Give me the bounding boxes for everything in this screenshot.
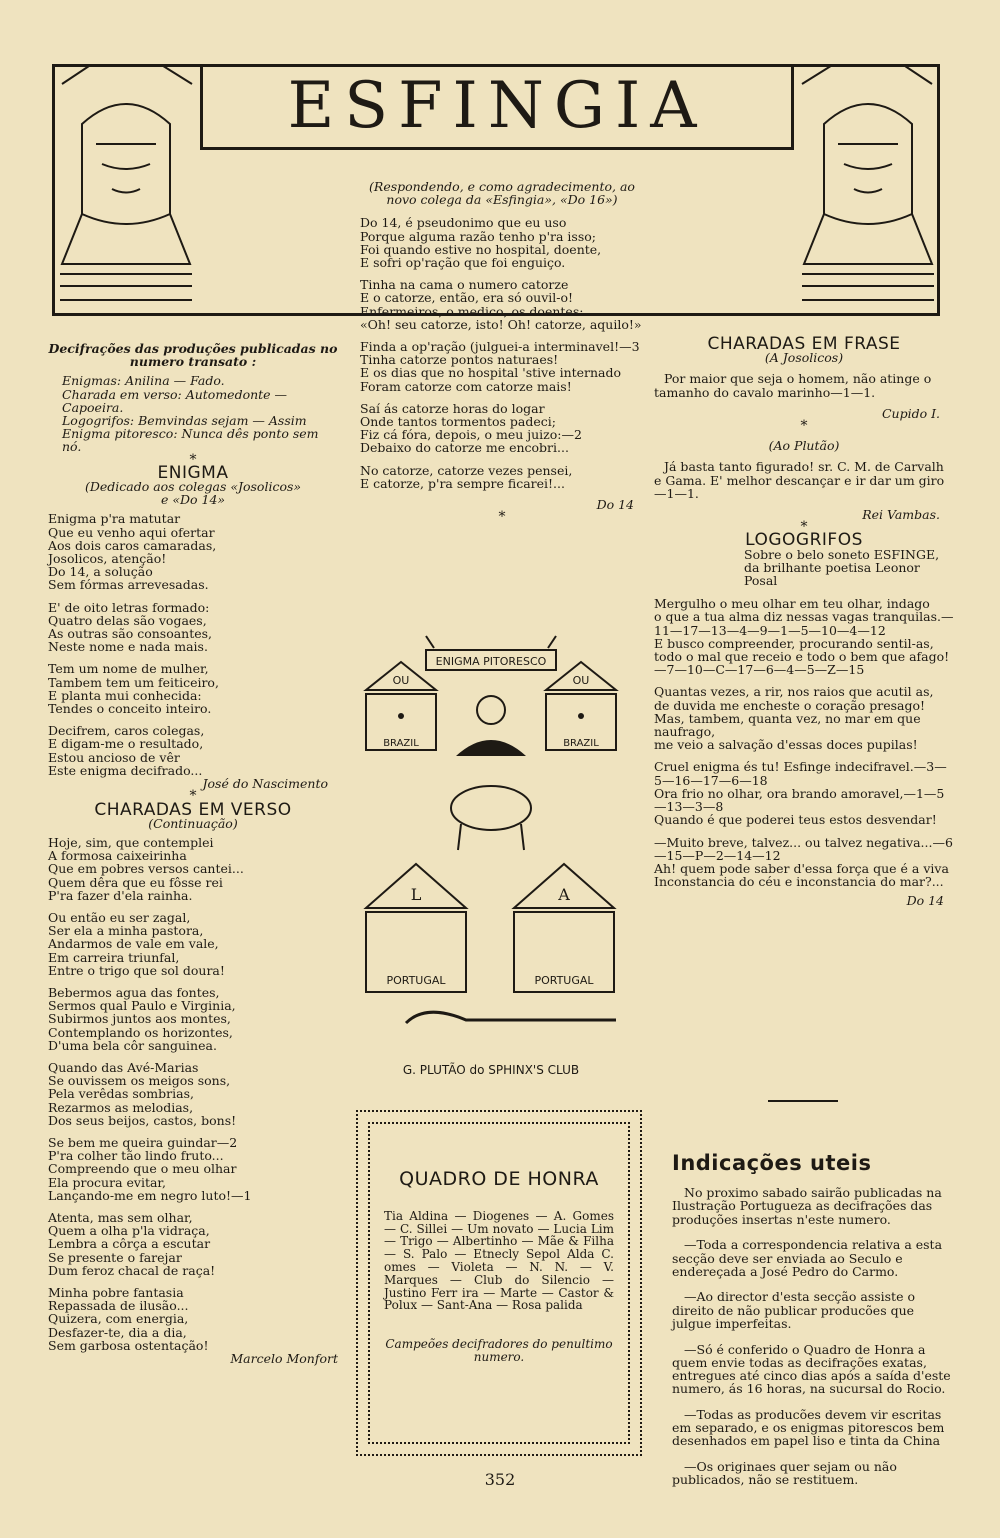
section-divider	[768, 1100, 838, 1102]
enigma-stanza: Decifrem, caros colegas, E digam-me o resultado, Estou ancioso de vêr Este enigma decifrado...	[48, 723, 205, 778]
enigma-banner: ENIGMA PITORESCO	[435, 655, 547, 668]
charadas-verso-heading: CHARADAS EM VERSO	[94, 799, 292, 820]
logogrifos-author: Do 14	[906, 893, 944, 909]
charadas-frase-author: Cupido I.	[881, 405, 940, 421]
star-separator: *	[800, 519, 808, 536]
plutao-author: Rei Vambas.	[862, 507, 940, 523]
quadro-names: Tia Aldina — Diogenes — A. Gomes — C. Sillei — Um novato — Lucia Lim — Trigo — Albertinho — Mãe & Filha — S. Palo — Etnecly Sepol Alda C. omes — Violeta — N. N. — V. Marques — Club do Silencio — Justino Ferr ira — Marte — Castor & Polux — Sant-Ana — Rosa palida	[384, 1208, 614, 1313]
enigma-dedication: (Dedicado aos colegas «Josolicos»	[84, 479, 302, 495]
enigma-author: José do Nascimento	[202, 776, 328, 792]
page-title: ESFINGIA	[287, 68, 707, 143]
logogrifos-heading: LOGOGRIFOS	[745, 530, 863, 551]
star-separator: *	[800, 418, 808, 435]
pitoresco-signature: G. PLUTÃO do SPHINX'S CLUB	[402, 1063, 580, 1077]
star-separator: *	[189, 788, 197, 805]
indicacoes-paragraph: —Só é conferido o Quadro de Honra a quem envie todas as decifrações exatas, entregues até cinco dias após a saída d'este numero, ás 16 horas, na sucursal do Rocio.	[672, 1341, 951, 1397]
charadas-frase-subtitle: (A Josolicos)	[764, 350, 844, 366]
indicacoes-title: Indicações uteis	[672, 1151, 872, 1175]
left-column	[48, 342, 338, 1365]
logogrifo-stanza: Quantas vezes, a rir, nos raios que acutil as, de duvida me encheste o coração presago! Mas, tambem, quanta vez, no mar em que naufrago, me veio a salvação d'essas doces pupilas!	[654, 684, 934, 753]
decifracao-item: Enigmas: Anilina — Fado.	[62, 373, 225, 389]
indicacoes-paragraph: —Os originaes quer sejam ou não publicados, não se restituem.	[672, 1458, 897, 1488]
page-number: 352	[484, 1470, 516, 1489]
enigma-stanza: E' de oito letras formado: Quatro delas são vogaes, As outras são consoantes, Neste nome e nada mais.	[48, 599, 213, 655]
charada-stanza: Bebermos agua das fontes, Sermos qual Paulo e Virginia, Subirmos juntos aos montes, Contemplando os horizontes, D'uma bela côr sanguinea.	[48, 984, 236, 1053]
enigma-pitoresco-illustration	[356, 628, 626, 1088]
charadas-frase-text: Por maior que seja o homem, não atinge o tamanho do cavalo marinho—1—1.	[654, 371, 932, 400]
decifracoes-title: Decifrações das produções publicadas no numero transato :	[48, 341, 338, 370]
roof-right-text: OU	[572, 674, 590, 687]
enigma-heading: ENIGMA	[157, 462, 229, 483]
indicacoes-paragraph: No proximo sabado sairão publicadas na Ilustração Portugueza as decifrações das produções insertas n'este numero.	[672, 1185, 942, 1227]
poem-stanza: Do 14, é pseudonimo que eu uso Porque alguma razão tenho p'ra isso; Foi quando estive no hospital, doente, E sofri op'ração que foi enguiço.	[360, 215, 602, 271]
plutao-text: Já basta tanto figurado! sr. C. M. de Carvalh e Gama. E' melhor descançar e ir dar um giro—1—1.	[654, 459, 945, 501]
sign-right-text: BRAZIL	[563, 738, 599, 749]
plutao-subtitle: (Ao Plutão)	[768, 438, 840, 454]
poem-stanza: Tinha na cama o numero catorze E o catorze, então, era só ouvil-o! Enfermeiros, o medico, os doentes: «Oh! seu catorze, isto! Oh! catorze, aquilo!»	[360, 277, 642, 332]
quadro-de-honra-box	[356, 1110, 642, 1456]
sign-left-text: BRAZIL	[383, 738, 419, 749]
quadro-title: QUADRO DE HONRA	[399, 1168, 599, 1190]
poem-stanza: Finda a op'ração (julguei-a interminavel!—3 Tinha catorze pontos naturaes! E os dias que no hospital 'stive internado Foram catorze com catorze mais!	[360, 339, 640, 394]
charada-stanza: Hoje, sim, que contemplei A formosa caixeirinha Que em pobres versos cantei... Quem dêra que eu fôsse rei P'ra fazer d'ela rainha.	[48, 834, 244, 903]
logogrifo-stanza: Mergulho o meu olhar em teu olhar, indago o que a tua alma diz nessas vagas tranquilas.—11—17—13—4—9—1—5—10—4—12 E busco compreender, procurando sentil-as, todo o mal que receio e todo o bem que afago!—7—10—C—17—6—4—5—Z—15	[654, 596, 954, 678]
poem-stanza: Saí ás catorze horas do logar Onde tantos tormentos padeci; Fiz cá fóra, depois, o meu juizo:—2 Debaixo do catorze me encobri...	[360, 400, 582, 456]
indicacoes-paragraph: —Toda a correspondencia relativa a esta secção deve ser enviada ao Seculo e endereçada a José Pedro do Carmo.	[672, 1237, 943, 1279]
enigma-stanza: Enigma p'ra matutar Que eu venho aqui ofertar Aos dois caros camaradas, Josolicos, atenção! Do 14, a solução Sem fórmas arrevesadas.	[48, 511, 217, 593]
charada-stanza: Se bem me queira guindar—2 P'ra colher tão lindo fruto... Compreendo que o meu olhar Ela procura evitar, Lançando-me em negro luto!—1	[48, 1134, 252, 1203]
roof-right2-text: A	[558, 885, 570, 904]
sphinx-left-illustration	[52, 64, 200, 316]
logogrifos-intro: Sobre o belo soneto ESFINGE, da brilhante poetisa Leonor Posal	[744, 546, 940, 589]
enigma-dedication-2: e «Do 14»	[160, 492, 226, 508]
decifracao-item: Logogrifos: Bemvindas sejam — Assim	[62, 413, 307, 429]
sign-left2-text: PORTUGAL	[386, 974, 446, 987]
decifracao-item: Enigma pitoresco: Nunca dês ponto sem nó.	[62, 426, 319, 455]
title-box	[200, 64, 794, 150]
charada-stanza: Ou então eu ser zagal, Ser ela a minha pastora, Andarmos de vale em vale, Em carreira triunfal, Entre o trigo que sol doura!	[48, 909, 225, 978]
charada-stanza: Minha pobre fantasia Repassada de ilusão... Quizera, com energia, Desfazer-te, dia a dia, Sem garbosa ostentação!	[48, 1285, 209, 1353]
right-column	[654, 334, 954, 909]
indicacoes-paragraph: —Ao director d'esta secção assiste o direito de não publicar producões que julgue imperfeitas.	[672, 1289, 915, 1331]
charada-stanza: Quando das Avé-Marias Se ouvissem os meigos sons, Pela verêdas sombrias, Rezarmos as melodias, Dos seus beijos, castos, bons!	[48, 1059, 237, 1128]
middle-column	[360, 180, 644, 524]
poem-intro: (Respondendo, e como agradecimento, ao novo colega da «Esfingia», «Do 16»)	[369, 179, 635, 208]
charada-stanza: Atenta, mas sem olhar, Quem a olha p'la vidraça, Lembra a côrça a escutar Se presente o farejar Dum feroz chacal de raça!	[48, 1209, 216, 1278]
indicacoes-paragraph: —Todas as producões devem vir escritas em separado, e os enigmas pitorescos bem desenhados em papel liso e tinta da China	[672, 1406, 945, 1449]
indicacoes-section	[672, 1136, 956, 1499]
charadas-author: Marcelo Monfort	[230, 1351, 338, 1367]
sphinx-right-illustration	[794, 64, 942, 316]
logogrifo-stanza: Cruel enigma és tu! Esfinge indecifravel.—3—5—16—17—6—18 Ora frio no olhar, ora brando amoravel,—1—5—13—3—8 Quando é que poderei teus estos desvendar!	[654, 759, 947, 828]
enigma-stanza: Tem um nome de mulher, Tambem tem um feiticeiro, E planta mui conhecida: Tendes o conceito inteiro.	[48, 661, 219, 717]
roof-left-text: OU	[392, 674, 410, 687]
star-separator: *	[189, 451, 197, 468]
poem-author: Do 14	[596, 497, 634, 513]
roof-left2-text: L	[410, 885, 422, 904]
poem-stanza: No catorze, catorze vezes pensei, E catorze, p'ra sempre ficarei!...	[360, 462, 573, 491]
sign-right2-text: PORTUGAL	[534, 974, 594, 987]
star-separator: *	[498, 509, 506, 526]
quadro-inner	[368, 1122, 630, 1444]
decifracoes-list	[48, 374, 338, 453]
logogrifo-stanza: —Muito breve, talvez... ou talvez negativa...—6—15—P—2—14—12 Ah! quem pode saber d'essa força que é a viva Inconstancia do céu e inconstancia do mar?...	[654, 834, 953, 890]
charadas-frase-heading: CHARADAS EM FRASE	[707, 334, 901, 354]
charadas-verso-subtitle: (Continuação)	[148, 815, 238, 831]
quadro-footer: Campeões decifradores do penultimo numero.	[385, 1337, 613, 1364]
decifracao-item: Charada em verso: Automedonte — Capoeira.	[62, 386, 288, 415]
